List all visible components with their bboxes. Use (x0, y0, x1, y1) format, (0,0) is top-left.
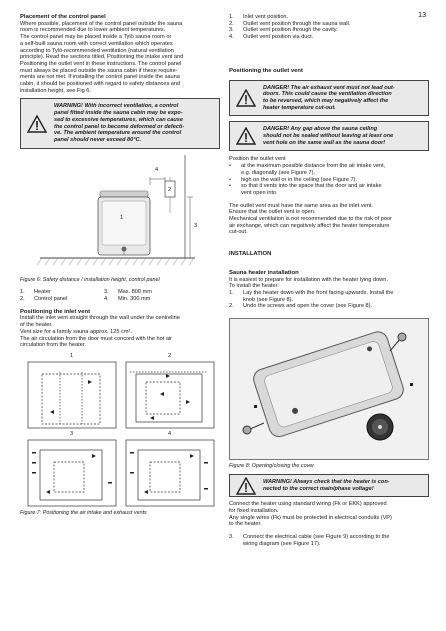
bullet-item: • so that it vents into the space that the door and air intake vent open into. (229, 183, 382, 196)
text-line: a self-built sauna room with correct ventilation which operates (20, 40, 173, 47)
legend-row (20, 296, 220, 303)
warning-icon (236, 127, 256, 145)
list-text: Inlet vent position. (243, 14, 289, 20)
page-number: 13 (418, 10, 427, 19)
text-line: The outlet vent must have the same area as the inlet vent. (229, 202, 373, 209)
legend-num: 2. (20, 296, 25, 303)
vent-position-list (229, 10, 429, 41)
fig7-label-4: 4 (168, 430, 172, 437)
text-line: Positioning the outlet vent in these instructions. The control panel (20, 60, 182, 67)
figure-7-vent-positions (20, 352, 220, 510)
control-panel-text (20, 21, 220, 95)
outlet-intro: Position the outlet vent (229, 156, 286, 163)
warning-icon (27, 115, 47, 133)
left-column (20, 14, 220, 517)
figure-7-caption: Figure 7: Positioning the air intake and exhaust vents (20, 509, 147, 516)
warning-box-control-panel (20, 98, 220, 148)
figure-6-safety-distance (20, 155, 220, 277)
heater-top (100, 191, 148, 197)
text-line: must always be placed outside the sauna cabin if these require- (20, 67, 178, 74)
warning-icon (236, 477, 256, 495)
warning-line: panel fitted inside the sauna cabin may be expo- (54, 110, 183, 117)
fig7-label-3: 3 (70, 430, 74, 437)
danger-line: DANGER! Any gap above the sauna ceiling (263, 126, 378, 133)
warning-line: nected to the correct main/phase voltage! (263, 485, 374, 492)
text-line: principle). Read the sections titled, Positioning the intake vent and (20, 54, 184, 61)
inlet-text (20, 315, 220, 349)
warning-line: WARNING! Always check that the heater is con- (263, 478, 390, 485)
legend-text: Control panel (34, 296, 68, 303)
label-dim-2: 2 (168, 186, 172, 193)
text-line: room is recommended due to lower ambient temperatures. (20, 27, 166, 34)
warning-line: panel should never exceed 80°C. (54, 136, 142, 143)
danger-line: DANGER! The air exhaust vent must not lead out- (263, 84, 395, 91)
legend-text: Max. 800 mm (118, 289, 152, 296)
text-line: Any single wires (Fk) must be protected in electrical conduits (VP) (229, 514, 392, 521)
warning-line: WARNING! With incorrect ventilation, a control (54, 103, 179, 110)
step-text: Connect the electrical cable (see Figure 9) according to the (243, 534, 390, 541)
text-line: installation height, see Fig 6. (20, 87, 91, 94)
heading-heater-installation: Sauna heater installation (229, 269, 299, 276)
right-column (229, 10, 429, 547)
legend-text: Min. 300 mm (118, 296, 151, 303)
text-line: It is easiest to prepare for installation with the heater lying down. (229, 276, 388, 283)
list-text: Outlet vent position through the cavity. (243, 27, 338, 34)
text-line: cabin, it should be positioned with regard to safety distances and (20, 81, 181, 88)
text-line: Install the inlet vent straight through the wall under the centreline (20, 315, 180, 322)
danger-line: heater temperature cut-out. (263, 104, 336, 111)
text-line: air exchange, which can negatively affect the heater temperature (229, 222, 390, 229)
warning-icon (236, 89, 256, 107)
step-text: wiring diagram (see Figure 17). (243, 540, 321, 547)
label-dim-4: 4 (155, 166, 159, 173)
text-line: Ensure that the outlet vent is open. (229, 209, 316, 216)
step-num: 1. (229, 289, 234, 296)
heading-inlet-vent: Positioning the inlet vent (20, 308, 91, 315)
warning-line: the control panel to become deformed or defecti- (54, 123, 185, 130)
text-line: for fixed installation. (229, 507, 279, 514)
text-line: ments are not met. If installing the control panel inside the sauna (20, 74, 180, 81)
heading-outlet-vent: Positioning the outlet vent (229, 67, 303, 74)
text-line: Vent size for a family sauna approx. 125 cm². (20, 328, 132, 335)
list-item (229, 34, 429, 41)
bullet-text: so that it vents into the space that the door and air intake (241, 183, 382, 190)
text-line: To install the heater: (229, 283, 280, 290)
danger-line: to be reversed, which may negatively affect the (263, 97, 389, 104)
connect-text (229, 501, 429, 528)
step-item (229, 290, 429, 303)
step-text: knob (see Figure 8). (243, 296, 294, 303)
text-line: of the heater. (20, 322, 53, 329)
bullet-text: at the maximum possible distance from the air intake vent, (241, 163, 386, 170)
danger-box-exhaust (229, 80, 429, 117)
text-line: The control panel may be placed inside a Tylö sauna room or (20, 34, 172, 41)
heater-cover-drawing (230, 319, 428, 457)
fig7-label-1: 1 (70, 352, 74, 359)
text-line: The air circulation from the door must concord with the hot air (20, 335, 173, 342)
step-num: 2. (229, 303, 234, 310)
outlet-bullets (229, 163, 429, 197)
list-num: 2. (229, 20, 234, 27)
list-item (229, 10, 429, 21)
label-dim-1: 1 (120, 214, 124, 221)
warning-box-voltage (229, 474, 429, 497)
fig7-label-2: 2 (168, 352, 172, 359)
bullet-item: • at the maximum possible distance from the air intake vent, e.g. diagonally (see Figure 7). (229, 163, 386, 176)
text-line: cut-out. (229, 229, 248, 236)
step-text: Undo the screws and open the cover (see Figure 8). (243, 303, 373, 310)
list-item (229, 27, 429, 34)
text-line: Where possible, placement of the control panel outside the sauna (20, 20, 183, 27)
text-line: Connect the heater using standard wiring (Fk or EKK) approved (229, 501, 387, 508)
list-num: 3. (229, 27, 234, 34)
legend-row (20, 289, 220, 296)
figure-6-legend (20, 289, 220, 302)
figure-7-drawing (20, 352, 220, 510)
danger-box-ceiling-gap (229, 121, 429, 151)
list-text: Outlet vent position through the sauna wall. (243, 20, 351, 27)
figure-8-photo (229, 318, 429, 460)
legend-text: Heater (34, 289, 51, 296)
warning-line: sed to excessive temperatures, which can cause (54, 116, 184, 123)
step-item (229, 303, 429, 310)
bullet-text: vent open into. (241, 189, 278, 196)
heading-installation: INSTALLATION (229, 251, 272, 258)
list-text: Outlet vent position via duct. (243, 34, 314, 41)
install-steps (229, 290, 429, 310)
danger-line: should not be sealed without leaving at least one (263, 133, 394, 140)
step-num: 3. (229, 534, 234, 541)
danger-line: vent hole on the same wall as the sauna door! (263, 139, 386, 146)
step-text: Lay the heater down with the front facing upwards. Install the (243, 289, 394, 296)
list-num: 4. (229, 34, 234, 41)
text-line: circulation from the heater. (20, 342, 86, 349)
figure-8-caption: Figure 8: Opening/closing the cover (229, 463, 315, 470)
legend-num: 1. (20, 289, 25, 296)
figure-6-caption: Figure 6: Safety distance / installation height, control panel (20, 276, 160, 283)
heading-control-panel: Placement of the control panel (20, 14, 106, 20)
legend-num: 4. (104, 296, 109, 303)
danger-line: doors. This could cause the ventilation direction (263, 91, 392, 98)
bullet-item: • high on the wall or in the ceiling (see Figure 7). (229, 176, 357, 183)
text-line: according to Tylö-recommended ventilation (natural ventilation (20, 47, 174, 54)
text-line: Mechanical ventilation is not recommended due to the risk of poor (229, 216, 392, 223)
legend-num: 3. (104, 289, 109, 296)
outlet-text (229, 203, 429, 237)
text-line: to the heater. (229, 521, 262, 528)
list-item (229, 21, 429, 28)
label-dim-3: 3 (194, 222, 198, 229)
warning-line: ve. The ambient temperature around the control (54, 130, 182, 137)
bullet-text: e.g. diagonally (see Figure 7). (241, 169, 316, 176)
step-item-3 (229, 534, 429, 547)
bullet-text: high on the wall or in the ceiling (see Figure 7). (241, 176, 357, 183)
list-num: 1. (229, 14, 234, 20)
